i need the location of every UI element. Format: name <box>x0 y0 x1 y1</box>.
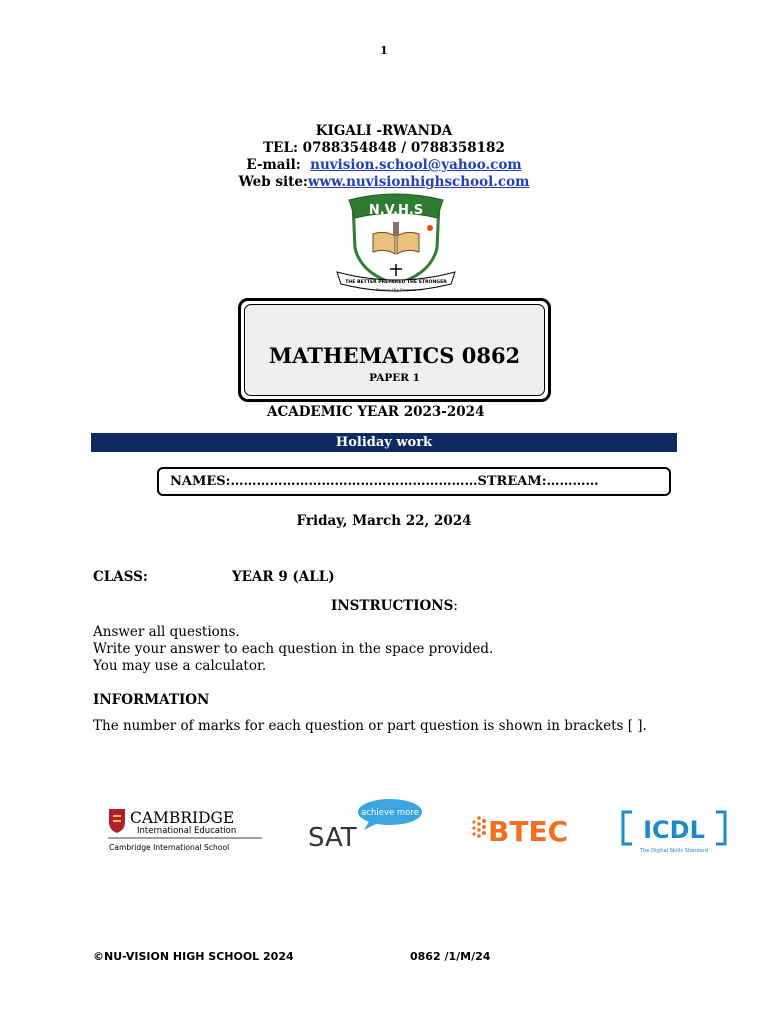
crest-sub-motto: Honour thy Purpose <box>375 287 417 292</box>
icdl-text: ICDL <box>643 816 705 844</box>
icdl-subtitle: The Digital Skills Standard <box>639 848 709 854</box>
btec-logo <box>470 812 580 848</box>
sat-logo <box>306 798 432 850</box>
cambridge-subtitle: International Education <box>137 826 237 836</box>
sat-text: SAT <box>308 823 357 850</box>
website-label: Web site: <box>238 174 308 190</box>
footer-code: 0862 /1/M/24 <box>410 950 491 963</box>
subject-title: MATHEMATICS 0862 <box>268 343 521 368</box>
footer-copyright: ©NU-VISION HIGH SCHOOL 2024 <box>93 950 294 963</box>
instruction-item: Write your answer to each question in the space provided. <box>93 641 494 657</box>
email-link[interactable]: nuvision.school@yahoo.com <box>310 157 522 173</box>
class-label: CLASS: <box>93 569 148 585</box>
email-label: E-mail: <box>246 157 301 173</box>
instruction-item: Answer all questions. <box>93 624 240 640</box>
instruction-item: You may use a calculator. <box>93 658 267 674</box>
academic-year: ACADEMIC YEAR 2023-2024 <box>267 404 485 420</box>
sat-bubble-text: achieve more <box>361 808 419 818</box>
names-stream-field[interactable]: NAMES:…………………………………………………STREAM:………… <box>157 467 671 496</box>
school-telephone: TEL: 0788354848 / 0788358182 <box>263 140 505 156</box>
crest-motto: THE BETTER PREPARED THE STRONGER <box>345 280 447 285</box>
icdl-logo <box>620 810 728 854</box>
school-website-line <box>0 174 768 190</box>
instructions-heading-colon: : <box>453 598 458 614</box>
exam-date: Friday, March 22, 2024 <box>296 513 472 529</box>
school-crest-logo <box>333 192 459 296</box>
page-number: 1 <box>380 44 388 57</box>
instructions-heading <box>331 598 458 614</box>
btec-text: BTEC <box>488 815 569 848</box>
paper-label: PAPER 1 <box>369 372 420 384</box>
holiday-work-banner: Holiday work <box>91 433 677 452</box>
instructions-heading-text: INSTRUCTIONS <box>331 598 454 614</box>
cambridge-title: CAMBRIDGE <box>130 809 235 827</box>
cambridge-school: Cambridge International School <box>109 843 230 852</box>
school-email-line <box>0 157 768 173</box>
crest-letters: N.V.H.S <box>368 203 424 218</box>
website-link[interactable]: www.nuvisionhighschool.com <box>307 174 530 190</box>
subject-title-box <box>238 298 551 402</box>
information-heading: INFORMATION <box>93 692 210 708</box>
school-location: KIGALI -RWANDA <box>315 123 453 139</box>
instructions-list <box>93 624 493 675</box>
information-text: The number of marks for each question or part question is shown in brackets [ ]. <box>93 718 647 734</box>
class-value: YEAR 9 (ALL) <box>232 569 335 585</box>
cambridge-logo <box>106 806 266 854</box>
